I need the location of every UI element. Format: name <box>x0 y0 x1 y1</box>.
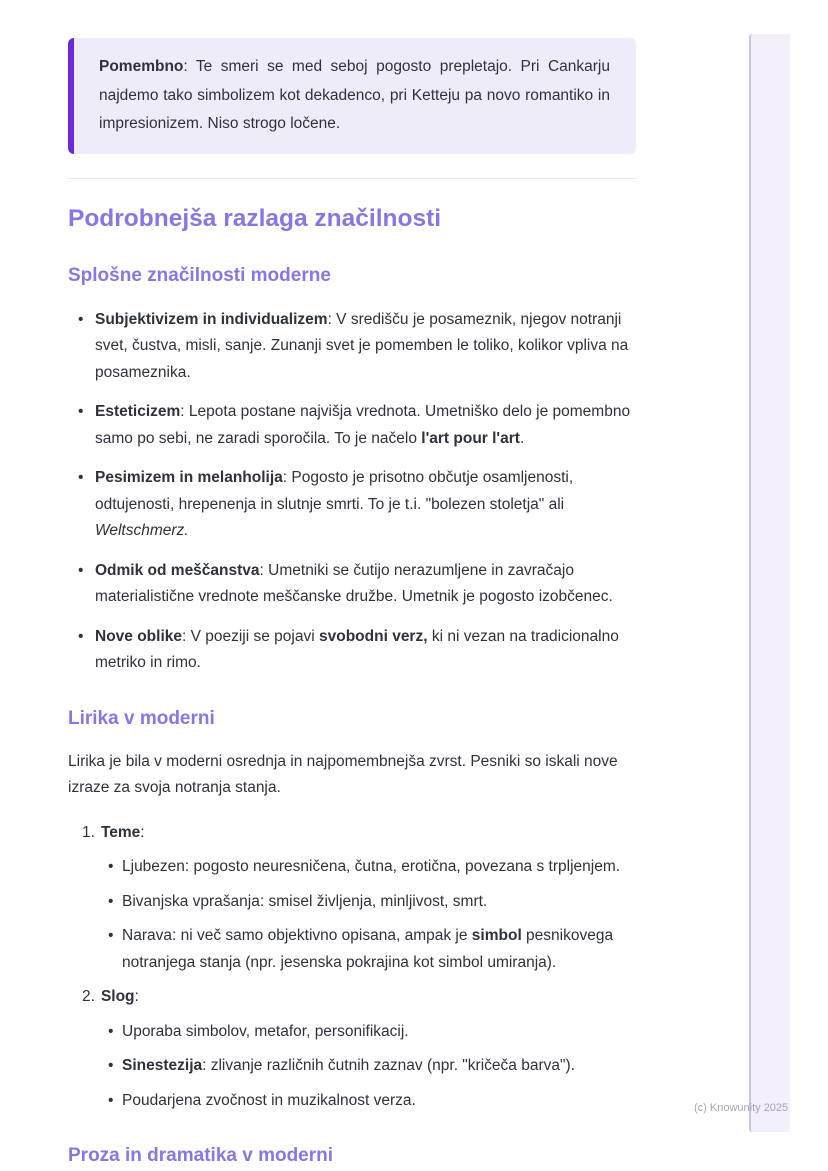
list-item-tail: ki ni vezan na tradicionalno metriko in rimo. <box>95 627 619 671</box>
list-item-bold: svobodni verz, <box>319 627 428 645</box>
section-divider <box>68 178 636 179</box>
item-number: 2. <box>82 988 95 1005</box>
sub-list-item <box>68 1088 636 1115</box>
list-item-text: : Pogosto je prisotno občutje osamljenosti, odtujenosti, hrepenenja in slutnje smrti. To je t.i. "bolezen stoletja" ali <box>95 469 574 513</box>
sub-item-tail: pesnikovega notranjega stanja (npr. jesenska pokrajina kot simbol umiranja). <box>122 927 614 971</box>
item-colon: : <box>140 823 145 841</box>
callout-label: Pomembno <box>99 58 184 75</box>
list-item-text: : Lepota postane najvišja vrednota. Umetniško delo je pomembno samo po sebi, ne zaradi sporočila. To je načelo <box>95 403 631 447</box>
sub-item-text: Narava: ni več samo objektivno opisana, ampak je <box>122 927 472 944</box>
section-heading-lirika: Lirika v moderni <box>68 707 215 729</box>
list-item-lead: Esteticizem <box>95 403 181 420</box>
sub-item-bold: simbol <box>471 927 522 944</box>
list-item-lead: Pesimizem in melanholija <box>95 469 283 486</box>
sub-list-item <box>68 923 636 976</box>
sub-item-bold: Sinestezija <box>122 1057 203 1074</box>
callout-text <box>99 53 610 139</box>
list-item <box>68 624 636 677</box>
next-page-edge <box>749 34 790 1132</box>
numbered-item <box>68 984 636 1114</box>
page-title: Podrobnejša razlaga značilnosti <box>68 204 442 232</box>
list-item <box>68 465 636 545</box>
list-item-lead: Nove oblike <box>95 627 182 645</box>
sub-list-item <box>68 1053 636 1080</box>
list-item-bold: l'art pour l'art <box>421 429 520 447</box>
list-item-lead: Odmik od meščanstva <box>95 561 260 579</box>
callout-important <box>68 38 636 154</box>
item-number: 1. <box>82 823 95 841</box>
lirika-intro-paragraph: Lirika je bila v moderni osrednja in najpomembnejša zvrst. Pesniki so iskali nove izraze za svoja notranja stanja. <box>68 752 618 796</box>
callout-body: : Te smeri se med seboj pogosto prepletajo. Pri Cankarju najdemo tako simbolizem kot dekadenco, pri Ketteju pa novo romantiko in impresionizem. Niso strogo ločene. <box>99 58 610 132</box>
list-item <box>68 399 636 452</box>
sub-list-item <box>68 889 636 916</box>
sub-item-text: Ljubezen: pogosto neuresničena, čutna, erotična, povezana s trpljenjem. <box>122 858 621 875</box>
list-item-tail: . <box>519 429 525 447</box>
list-item-italic: Weltschmerz. <box>95 522 189 539</box>
document-content <box>68 0 636 1168</box>
list-item <box>68 307 636 387</box>
general-characteristics-list <box>68 307 636 677</box>
numbered-item <box>68 820 636 977</box>
section-heading-proza: Proza in dramatika v moderni <box>68 1145 334 1166</box>
numbered-item-head <box>68 820 636 847</box>
numbered-item-head <box>68 984 636 1011</box>
lirika-numbered-list <box>68 820 636 1115</box>
sub-list <box>68 854 636 976</box>
list-item-text: : Umetniki se čutijo nerazumljene in zavračajo materialistične vrednote meščanske družbe. Umetnik je pogosto izobčenec. <box>95 561 613 605</box>
list-item-text: : V poeziji se pojavi <box>182 627 319 645</box>
item-lead: Slog <box>100 988 135 1005</box>
section-heading-general: Splošne značilnosti moderne <box>68 264 331 286</box>
list-item-lead: Subjektivizem in individualizem <box>95 310 328 328</box>
sub-item-text: Poudarjena zvočnost in muzikalnost verza. <box>122 1091 416 1109</box>
sub-list-item <box>68 1019 636 1046</box>
item-lead: Teme <box>100 823 141 841</box>
sub-item-text: Uporaba simbolov, metafor, personifikacij. <box>122 1022 409 1040</box>
list-item <box>68 558 636 611</box>
sub-list <box>68 1019 636 1115</box>
copyright-text: (c) Knowunity 2025 <box>694 1102 789 1114</box>
list-item-text: : V središču je posameznik, njegov notranji svet, čustva, misli, sanje. Zunanji svet je pomemben le toliko, kolikor vpliva na posameznika. <box>95 310 629 381</box>
sub-item-tail: : zlivanje različnih čutnih zaznav (npr. "kričeča barva"). <box>202 1057 575 1074</box>
item-colon: : <box>134 988 139 1005</box>
sub-item-text: Bivanjska vprašanja: smisel življenja, minljivost, smrt. <box>122 892 488 910</box>
sub-list-item <box>68 854 636 881</box>
